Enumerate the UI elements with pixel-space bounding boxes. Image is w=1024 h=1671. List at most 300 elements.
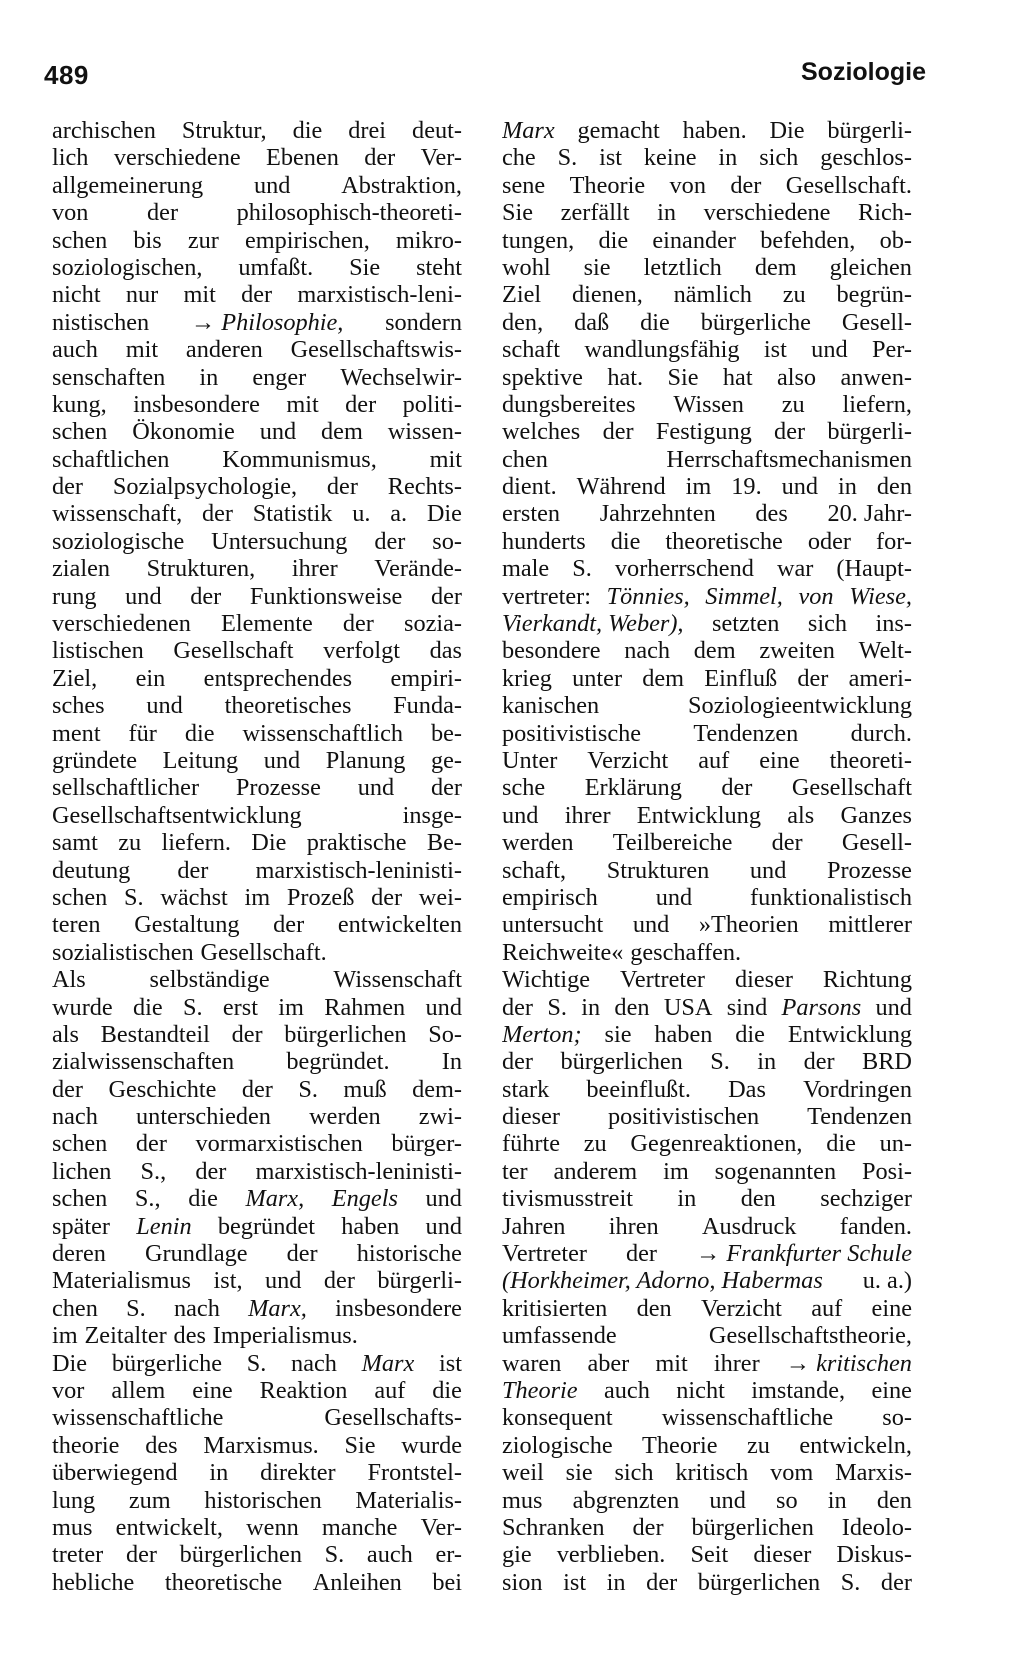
word: Materialismus [52,1267,192,1295]
word: der [371,883,403,911]
word: Sie [502,199,534,227]
word: stark [502,1075,550,1103]
text-line [52,1213,462,1240]
word: ein [135,664,166,692]
word: im [278,993,304,1021]
word: ist [763,336,787,364]
word: verschiedene [113,144,241,172]
word: der [52,1075,84,1103]
word: sich [614,1459,654,1487]
word: ihrer [291,555,338,583]
word: Vertreter [502,1240,587,1268]
word: der [241,281,273,309]
word: samt [52,829,98,857]
word: der [177,856,209,884]
text-line [502,829,912,856]
word: ter [502,1157,528,1185]
text-line [52,446,462,473]
word: der [202,500,234,528]
word: Imperialismus. [212,1322,358,1350]
word: Prozeß [286,883,355,911]
word: Reaktion [259,1376,348,1404]
word: die [640,308,670,336]
word: Gesellschaft [791,774,912,802]
word: kung, [52,390,107,418]
word: Tendenzen [807,1103,912,1131]
word: in [677,1185,697,1213]
word: ameri- [848,664,912,692]
word: wenn [246,1513,299,1541]
word: Wissenschaft [333,966,462,994]
word: Sie [349,253,381,281]
word: sellschaftlicher [52,774,200,802]
word: be- [430,719,462,747]
word: wissenschaftlich [242,719,404,747]
word: historischen [204,1486,322,1514]
word: sion [502,1568,543,1596]
word: die [292,117,323,144]
word: sene [502,171,546,199]
word: Simmel, [705,582,783,610]
word: verschiedenen [52,610,191,638]
word: als [787,801,815,829]
word: der [502,1048,534,1076]
word: ins- [875,610,912,638]
text-line [52,172,462,199]
word: er- [435,1541,462,1569]
word: muß [343,1075,387,1103]
word: von [52,199,89,227]
word: che [502,144,536,172]
word: deren [52,1240,106,1268]
word: bürgerliche [700,308,811,336]
word: gründete [52,746,138,774]
word: und [749,856,787,884]
word: Einfluß [704,664,778,692]
word: Frontstel- [367,1459,462,1487]
word: der [771,829,803,857]
word: marxistisch-leninisti- [255,1157,462,1185]
word: Per- [871,336,912,364]
word: mit [286,390,319,418]
word: der [797,664,829,692]
text-line [502,1322,912,1349]
word: von [798,582,834,610]
word: Gesellschaft. [785,171,912,199]
word: schen [52,1185,108,1213]
word: Erklärung [584,774,682,802]
word: tivismusstreit [502,1185,633,1213]
text-line [52,829,462,856]
word: vor [52,1376,85,1404]
word: der [326,473,358,501]
word: Funda- [393,692,462,720]
word: und [709,1486,746,1514]
word: mittlerer [828,911,912,939]
word: der [273,911,305,939]
word: der [721,774,753,802]
word: und [263,746,301,774]
word: sie [565,1459,593,1487]
word: allgemeinerung [52,171,204,199]
word: vormarxistischen [195,1130,363,1158]
word: marxistisch-leni- [297,281,462,309]
word: dem [693,637,736,665]
word: nicht [52,281,101,309]
word: zu [747,1431,770,1459]
word: letztlich [643,253,722,281]
text-line [502,281,912,308]
word: Sie [667,363,699,391]
word: geschlos- [820,144,912,172]
text-line [52,1130,462,1157]
word: auf [698,746,730,774]
word: Verzicht [587,746,669,774]
text-line [502,1377,912,1404]
word: krieg [502,664,552,692]
word: in [199,363,219,391]
word: Kommunismus, [222,445,377,473]
word: Rechts- [387,473,462,501]
word: anderem [553,1157,638,1185]
word: Rich- [858,199,912,227]
text-line [502,583,912,610]
word: vom [770,1459,814,1487]
word: und [425,993,462,1021]
word: deut- [412,117,462,144]
word: ist [563,1568,587,1596]
text-line [502,1021,912,1048]
text-line [502,857,912,884]
word: der [430,582,462,610]
word: sich [807,610,848,638]
text-line [502,802,912,829]
text-line [52,1350,462,1377]
word: philosophisch-theoreti- [236,199,462,227]
word: Gesellschafts- [324,1404,462,1432]
word: for- [876,527,912,555]
word: senschaften [52,363,166,391]
word: u. [352,500,371,528]
text-line [52,418,462,445]
word: der [364,144,396,172]
word: mus [502,1486,543,1514]
text-line [502,364,912,391]
word: bürgerlichen [697,1568,821,1596]
word: in [838,473,857,501]
word: Ausdruck [701,1212,797,1240]
word: Gegenreaktionen, [630,1130,803,1158]
word: und [425,1185,462,1213]
word: begründet [217,1212,316,1240]
word: wissenschaftliche [661,1404,834,1432]
word: zu [782,281,806,309]
word: → Frankfurter Schule [696,1240,912,1268]
text-line [52,1295,462,1322]
word: oder [807,527,851,555]
word: liefern. [161,829,231,857]
word: allem [111,1376,166,1404]
word: des [173,1322,206,1350]
word: Strukturen, [146,555,256,583]
word: auf [374,1376,406,1404]
word: Ver- [420,1513,462,1541]
word: im [244,883,271,911]
word: der [602,418,634,446]
word: hunderts [502,527,586,555]
word: bürgerli- [377,1267,462,1295]
word: Grundlage [145,1240,248,1268]
word: mit [125,336,159,364]
word: nistischen [52,308,150,336]
word: zerfällt [560,199,630,227]
word: bis [133,226,162,254]
word: nur [125,281,159,309]
text-line [52,336,462,363]
word: untersucht [502,911,604,939]
word: empirischen, [244,226,370,254]
word: in [757,1048,777,1076]
text-line [52,692,462,719]
text-line [502,1158,912,1185]
word: der [323,1267,355,1295]
word: Teilbereiche [612,829,733,857]
word: Tendenzen [693,719,799,747]
word: dieser [502,1103,561,1131]
word: haben [654,1020,713,1048]
word: gemacht [577,117,660,144]
word: bürgerlichen [284,1020,407,1048]
word: nach [174,1294,220,1322]
word: Die [251,829,287,857]
word: (Horkheimer, Adorno, Habermas [502,1267,823,1295]
text-line [502,1541,912,1568]
text-line [52,473,462,500]
word: bürgerliche [111,1349,223,1377]
word: Die [426,500,462,528]
word: Gesell- [841,308,912,336]
text-line [502,911,912,938]
word: Merton; [502,1020,582,1048]
text-line [502,336,912,363]
word: den [876,473,912,501]
word: begründet. [286,1048,390,1076]
word: theoreti- [829,746,912,774]
word: bürgerlichen [691,1513,814,1541]
word: spektive [502,363,583,391]
word: so- [432,527,462,555]
word: unterschieden [136,1103,271,1131]
word: insbesondere [133,390,260,418]
word: imstande, [751,1376,846,1404]
word: S. [124,883,144,911]
text-line [52,610,462,637]
word: S. [840,1568,861,1596]
text-line [502,144,912,171]
word: der [52,473,84,501]
text-line [502,939,912,966]
word: Ziel, [52,664,98,692]
word: nach [291,1349,337,1377]
text-line [502,610,912,637]
word: vertreter: [502,582,592,610]
word: die [735,1020,765,1048]
word: Posi- [862,1157,912,1185]
running-head: Soziologie [801,58,926,86]
text-line [52,1240,462,1267]
word: Schranken [502,1513,605,1541]
text-line [52,281,462,308]
word: Gesellschaftsentwicklung [52,801,302,829]
word: Wichtige [502,966,591,994]
word: theoretische [665,527,783,555]
word: und [125,582,162,610]
word: Theorie [569,171,646,199]
word: Ebenen [266,144,339,172]
word: ist, [213,1267,243,1295]
text-line [502,637,912,664]
word: und [253,171,291,199]
word: Vertreter [620,966,705,994]
word: der [286,1240,318,1268]
word: unter [572,664,623,692]
word: dem [754,253,797,281]
word: S., [140,1157,167,1185]
word: Festigung [655,418,752,446]
word: zum [128,1486,171,1514]
word: dem- [412,1075,462,1103]
word: lung [52,1486,96,1514]
word: der [880,1568,912,1596]
word: wächst [160,883,228,911]
word: Materialis- [355,1486,462,1514]
word: der [241,1075,273,1103]
word: Ideolo- [841,1513,912,1541]
word: Planung [325,746,406,774]
word: S. [572,555,592,583]
word: hat. [607,363,644,391]
word: sozia- [403,610,462,638]
word: Sie [344,1431,376,1459]
word: zialwissenschaften [52,1048,235,1076]
word: theorie [52,1431,120,1459]
word: S. [246,1349,267,1377]
word: Entwicklung [787,1020,912,1048]
word: u. a.) [862,1267,912,1295]
word: Sozialpsychologie, [112,473,298,501]
word: befehden, [760,226,856,254]
word: funktionalistisch [750,883,912,911]
word: sie [604,1020,632,1048]
word: zu [781,390,805,418]
text-line [52,528,462,555]
text-line [52,994,462,1021]
word: und [632,911,670,939]
text-line [502,117,912,144]
text-line [502,1432,912,1459]
word: Abstraktion, [341,171,462,199]
word: der [345,390,377,418]
word: empiri- [390,664,462,692]
word: der [730,171,762,199]
word: teren [52,911,101,939]
page-header [44,58,926,96]
word: den, [502,308,544,336]
word: wurde [401,1431,462,1459]
word: umfaßt. [238,253,314,281]
word: der [646,1568,678,1596]
word: Diskus- [836,1541,912,1569]
word: bei [432,1568,462,1596]
word: gie [502,1541,532,1569]
word: Die [52,1349,88,1377]
text-line [52,583,462,610]
word: USA [663,993,713,1021]
word: im [663,1157,689,1185]
text-line [52,1021,462,1048]
word: wurde [52,993,113,1021]
word: theoretisches [224,692,352,720]
word: nämlich [673,281,752,309]
word: ob- [879,226,912,254]
text-line [502,1569,912,1596]
word: → Philosophie, [190,308,344,336]
word: so- [882,1404,912,1432]
word: Ganzes [840,801,912,829]
word: bürgerli- [827,418,912,446]
word: Engels [331,1185,398,1213]
word: dungsbereites [502,390,636,418]
word: deutung [52,856,131,884]
word: Marx, [248,1294,307,1322]
word: Wissen [673,390,744,418]
word: sche [502,774,546,802]
word: zu [583,1130,607,1158]
word: positivistischen [607,1103,760,1131]
word: waren [502,1349,562,1377]
word: 20. Jahr- [827,500,912,528]
word: mikro- [395,226,462,254]
word: Prozesse [235,774,321,802]
text-line [52,939,462,966]
text-line [502,884,912,911]
word: Parsons [781,993,862,1021]
text-line [52,1103,462,1130]
text-line [52,747,462,774]
text-line [502,1213,912,1240]
word: auch [366,1541,413,1569]
page-number: 489 [44,60,89,90]
word: Rahmen [324,993,406,1021]
word: schaftlichen [52,445,170,473]
word: gleichen [829,253,912,281]
word: liefern, [842,390,912,418]
word: insge- [402,801,462,829]
word: das [429,637,462,665]
text-line [52,1076,462,1103]
text-line [52,884,462,911]
word: die [826,1130,856,1158]
word: schen [52,1130,108,1158]
word: sechziger [820,1185,912,1213]
word: Unter [502,746,558,774]
text-line [52,391,462,418]
word: und [425,1212,462,1240]
text-line [502,720,912,747]
text-line [502,1048,912,1075]
word: S. [298,1075,318,1103]
word: dieser [753,1541,812,1569]
